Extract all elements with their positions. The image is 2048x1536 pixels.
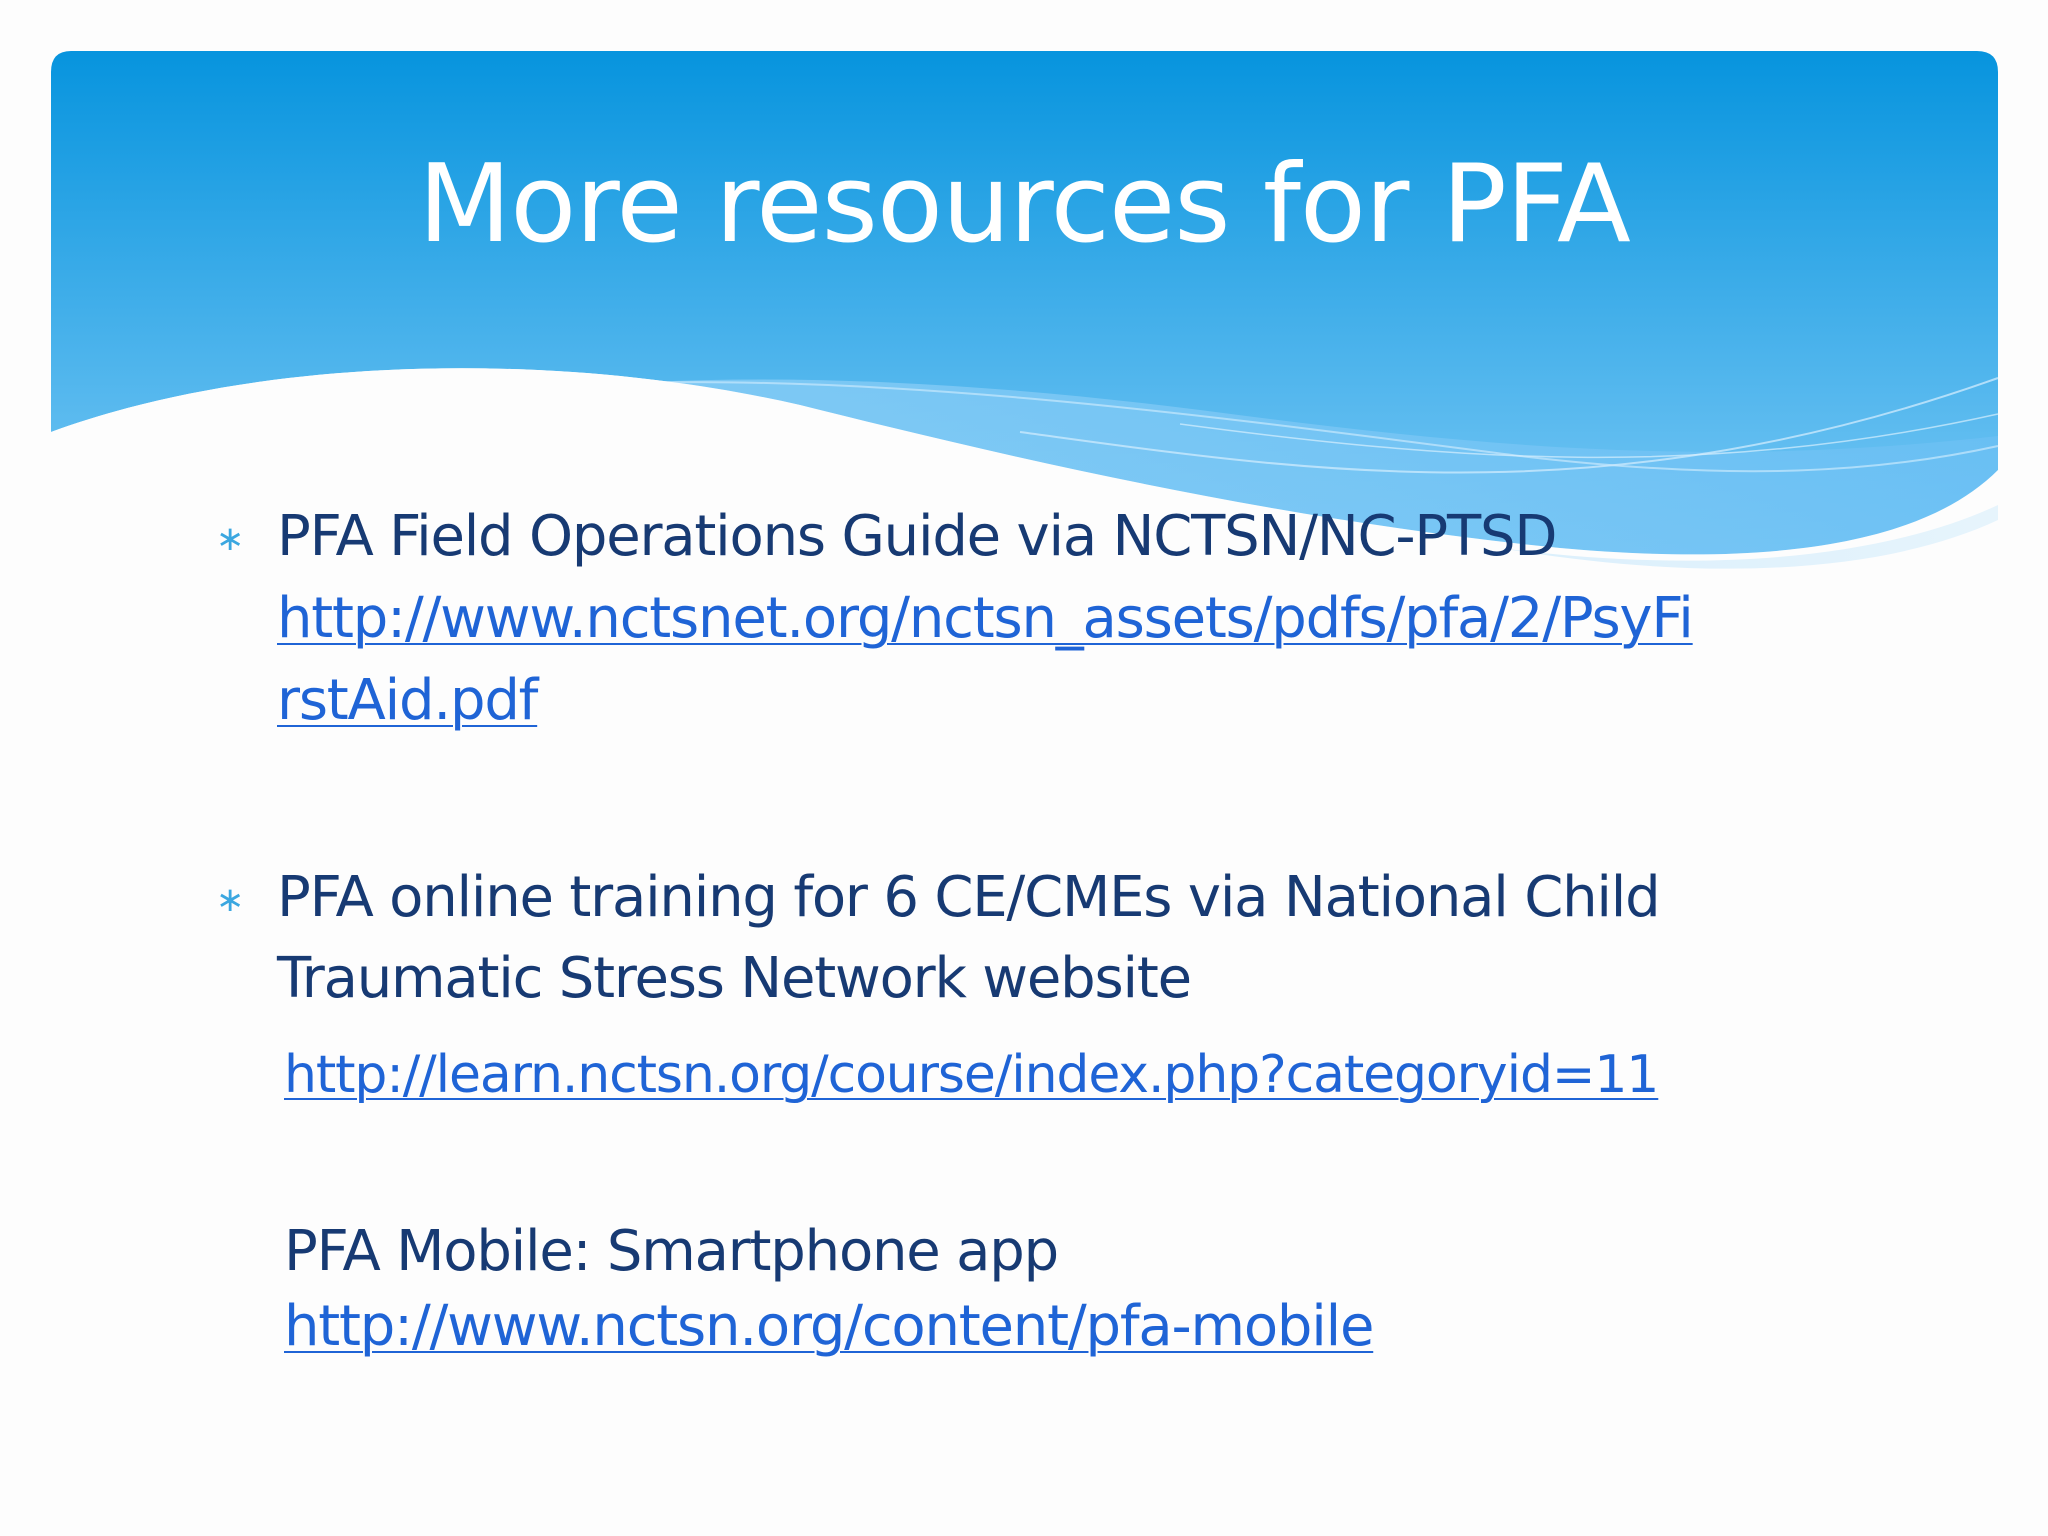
resource-1-link-line-2[interactable]: rstAid.pdf [277, 668, 538, 733]
resource-1-link-line-1[interactable]: http://www.nctsnet.org/nctsn_assets/pdfs/pfa/2/PsyFi [277, 586, 1693, 651]
bullet-icon: ∗ [216, 880, 245, 920]
resource-2-text-line-2: Traumatic Stress Network website [277, 946, 1191, 1011]
slide-title: More resources for PFA [418, 142, 1630, 267]
resource-3-text: PFA Mobile: Smartphone app [284, 1219, 1058, 1284]
bullet-icon: ∗ [216, 519, 245, 559]
resource-3-link[interactable]: http://www.nctsn.org/content/pfa-mobile [284, 1294, 1374, 1359]
resource-2-text-line-1: PFA online training for 6 CE/CMEs via National Child [277, 865, 1660, 930]
resource-2-link[interactable]: http://learn.nctsn.org/course/index.php?categoryid=11 [284, 1045, 1659, 1105]
resource-1-text: PFA Field Operations Guide via NCTSN/NC-PTSD [277, 504, 1557, 569]
